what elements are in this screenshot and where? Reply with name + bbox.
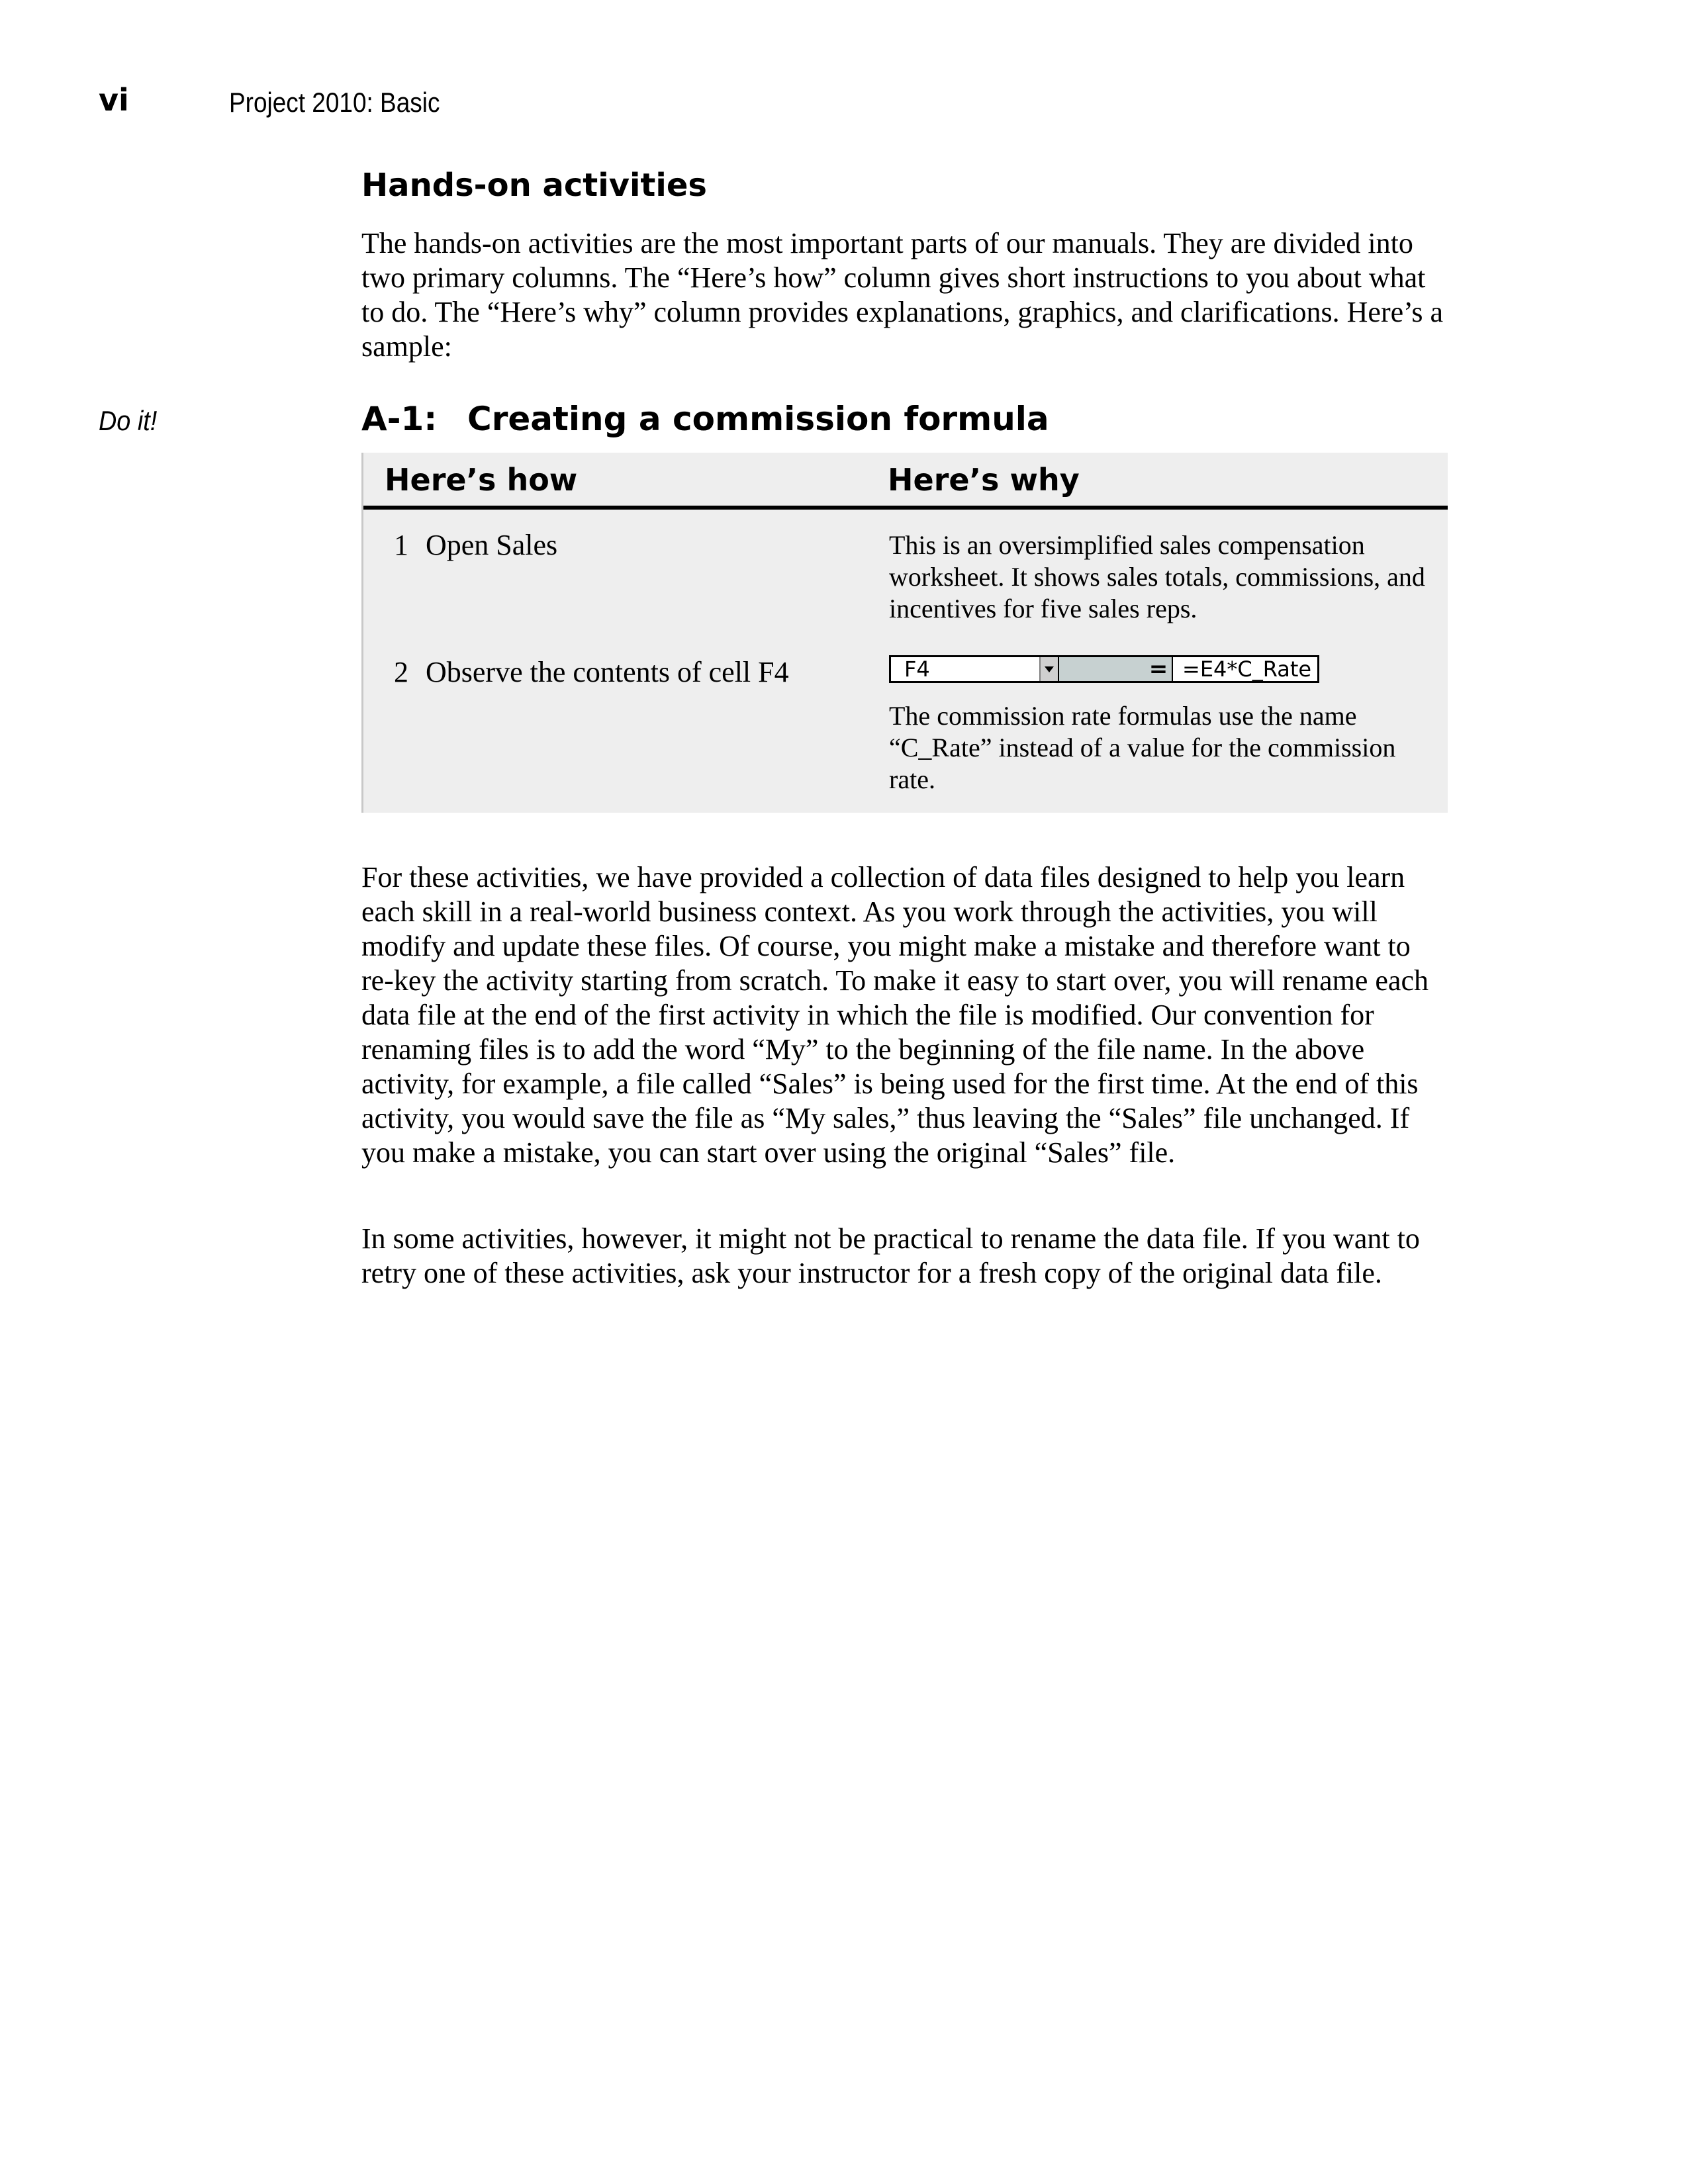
name-box-value: F4 xyxy=(904,657,930,682)
step-number: 2 xyxy=(394,656,408,688)
activity-id: A-1: xyxy=(361,400,438,438)
formula-bar-image xyxy=(889,655,1319,683)
step-explanation: The commission rate formulas use the name “C_Rate” instead of a value for the commission rate. xyxy=(889,701,1396,794)
name-box-dropdown xyxy=(1039,657,1058,681)
step-instruction: Open Sales xyxy=(426,529,558,561)
activity-table xyxy=(361,453,1448,813)
section-heading: Hands-on activities xyxy=(361,167,707,204)
column-header-how: Here’s how xyxy=(385,462,578,498)
running-head: Project 2010: Basic xyxy=(229,87,440,118)
column-header-why: Here’s why xyxy=(888,462,1080,498)
activity-title-text: Creating a commission formula xyxy=(467,400,1049,438)
page-number: vi xyxy=(99,82,129,118)
step-number: 1 xyxy=(394,529,408,561)
dropdown-arrow-icon xyxy=(1045,666,1054,672)
intro-paragraph: The hands-on activities are the most important parts of our manuals. They are divided into two primary columns. The “Here’s how” column gives short instructions to you about what to do. The “Here’s why” column provides explanations, graphics, and clarifications. Here’s a sample: xyxy=(361,227,1444,363)
margin-note: Do it! xyxy=(99,405,158,436)
header-rule xyxy=(363,506,1448,510)
body-paragraph: In some activities, however, it might not be practical to rename the data file. If you want to retry one of these activities, ask your instructor for a fresh copy of the original data file. xyxy=(361,1222,1420,1289)
step-explanation: This is an oversimplified sales compensation worksheet. It shows sales totals, commissions, and incentives for five sales reps. xyxy=(889,530,1425,623)
activity-title xyxy=(361,400,1049,438)
formula-field xyxy=(1172,657,1317,681)
equals-sign: = xyxy=(1149,656,1168,682)
body-paragraph: For these activities, we have provided a collection of data files designed to help you learn each skill in a real-world business context. As you work through the activities, you will modify and update these files. Of course, you might make a mistake and therefore want to re-key the activity starting from scratch. To make it easy to start over, you will rename each data file at the end of the first activity in which the file is modified. Our convention for renaming files is to add the word “My” to the beginning of the file name. In the above activity, for example, a file called “Sales” is being used for the first time. At the end of this activity, you would save the file as “My sales,” thus leaving the “Sales” file unchanged. If you make a mistake, you can start over using the original “Sales” file. xyxy=(361,861,1429,1169)
name-box xyxy=(891,657,1039,681)
step-instruction: Observe the contents of cell F4 xyxy=(426,656,789,688)
formula-value: =E4*C_Rate xyxy=(1182,657,1312,682)
